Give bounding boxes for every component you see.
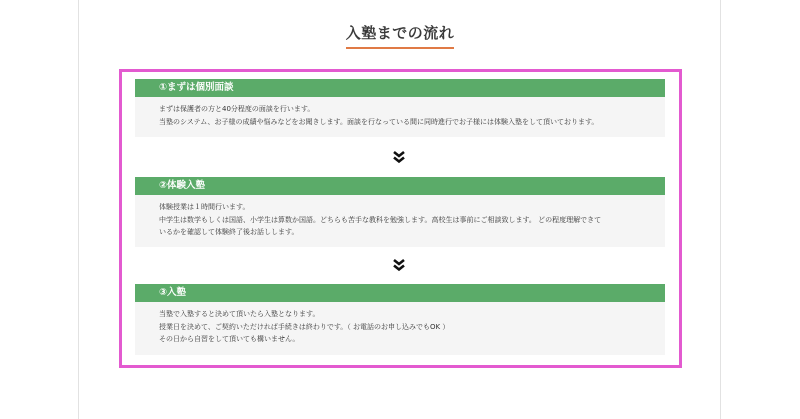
step-text-line: まずは保護者の方と40分程度の面談を行います。 bbox=[159, 105, 315, 113]
page-title-wrapper bbox=[0, 22, 800, 46]
step-header: ③入塾 bbox=[135, 284, 665, 302]
step-trial-lesson bbox=[135, 177, 665, 247]
step-text-line: 体験授業は１時間行います。 bbox=[159, 203, 250, 211]
double-chevron-down-icon bbox=[391, 150, 407, 164]
page-title: 入塾までの流れ bbox=[346, 22, 455, 49]
step-text-line: その日から自習をして頂いても構いません。 bbox=[159, 335, 300, 343]
double-chevron-down-icon bbox=[391, 258, 407, 272]
step-header: ①まずは個別面談 bbox=[135, 79, 665, 97]
step-body bbox=[135, 302, 665, 355]
step-body bbox=[135, 97, 665, 137]
step-text-line: 当塾のシステム、お子様の成績や悩みなどをお聞きします。面談を行なっている間に同時進行でお子様には体験入塾をして頂いております。 bbox=[159, 117, 599, 126]
step-text-line: いるかを確認して体験終了後お話しします。 bbox=[159, 228, 299, 236]
step-text-line: 当塾で入塾すると決めて頂いたら入塾となります。 bbox=[159, 310, 320, 318]
step-text-line: 中学生は数学もしくは国語、小学生は算数か国語。どちらも苦手な教科を勉強します。高校生は事前にご相談致します。 どの程度理解できて bbox=[159, 215, 602, 224]
step-text-line: 授業日を決めて、ご契約いただければ手続きは終わりです。（ お電話のお申し込みでもOK ） bbox=[159, 322, 450, 331]
step-body bbox=[135, 195, 665, 247]
step-enrollment bbox=[135, 284, 665, 355]
step-header: ②体験入塾 bbox=[135, 177, 665, 195]
step-individual-interview bbox=[135, 79, 665, 137]
